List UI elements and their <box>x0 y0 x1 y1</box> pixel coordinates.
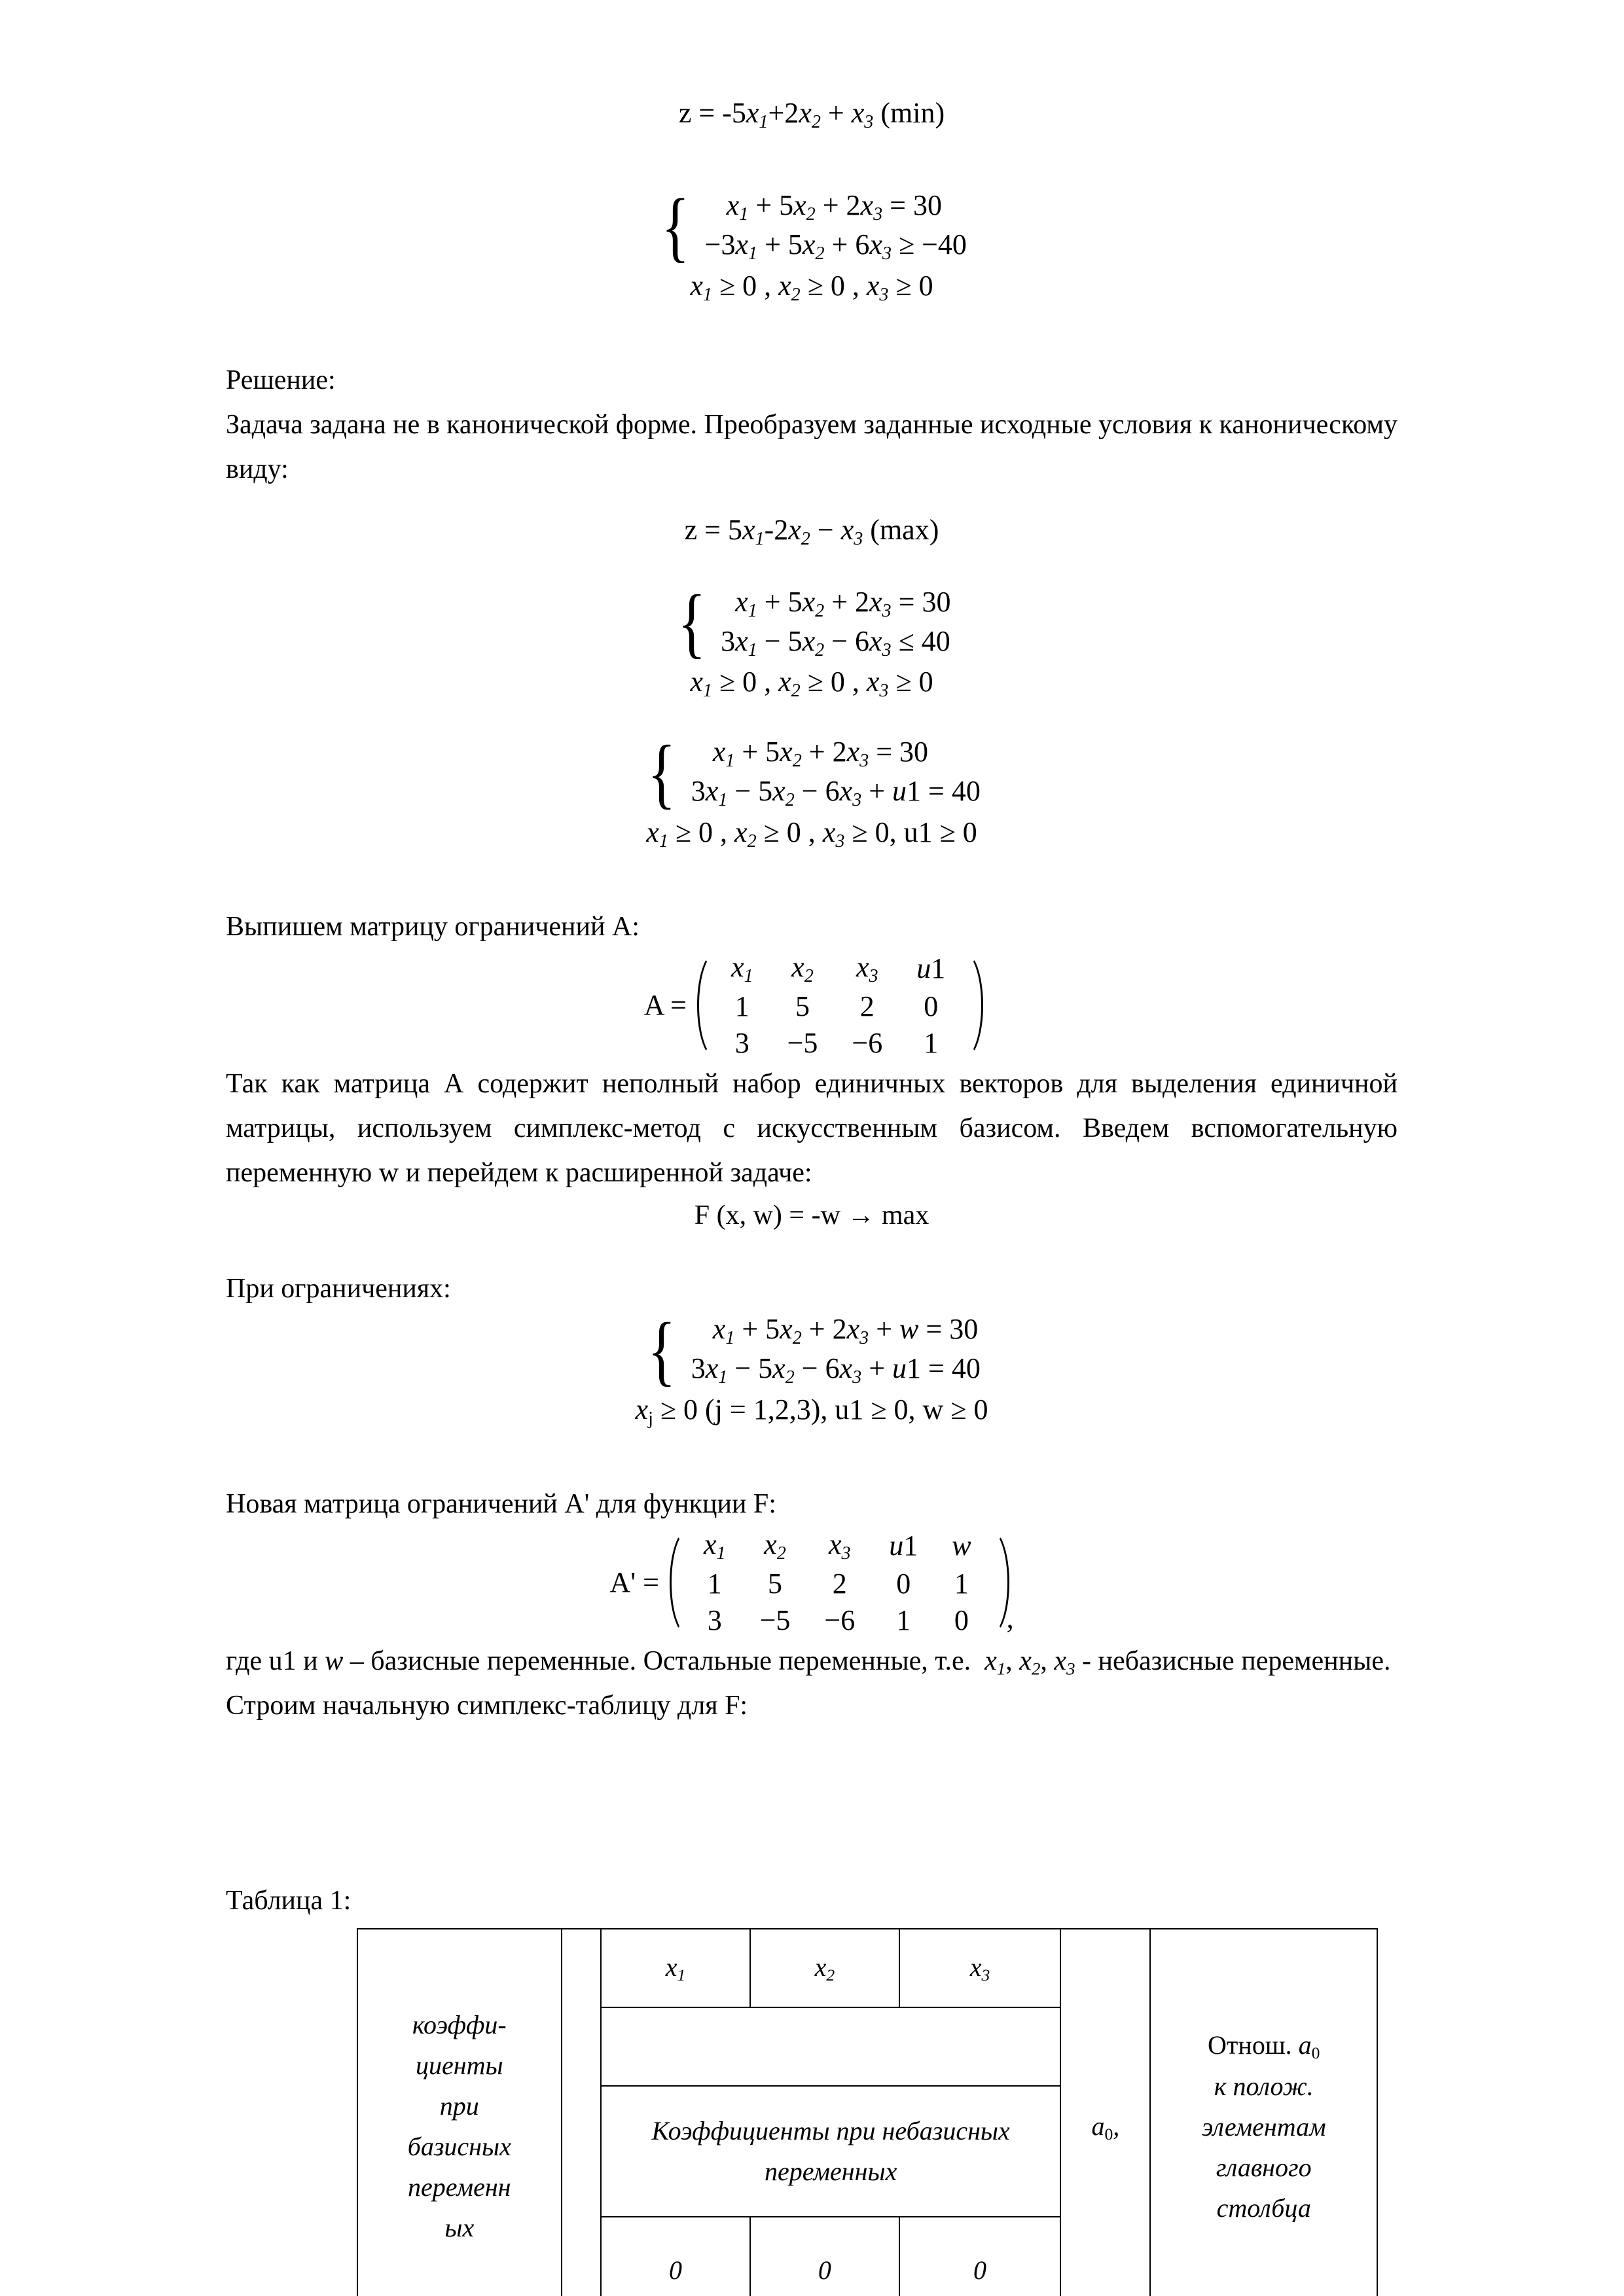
matrix-ap <box>226 1526 1398 1639</box>
cell-header-ratio <box>1150 1929 1377 2296</box>
matrix-ap-cell: 0 <box>954 1604 969 1637</box>
matrix-a-head-x1: $x_1$ <box>731 951 753 987</box>
objective-min-expr: $z = -5x_1+2x_2 + x_3$ (min) <box>678 97 945 132</box>
matrix-a-cell: −5 <box>787 1027 818 1060</box>
left-paren-icon <box>670 1526 687 1639</box>
system-extended-eq2: $3x_1 - 5x_2 - 6x_3 + u1 = 40$ <box>691 1352 981 1388</box>
objective-max <box>226 509 1398 553</box>
col1-line: циенты <box>416 2051 503 2081</box>
matrix-ap-cell: 1 <box>896 1604 911 1637</box>
table-row <box>357 1929 1377 2007</box>
function-f: F (x, w) = -w → max <box>694 1200 929 1230</box>
col1-line: базисных <box>407 2132 511 2162</box>
ratio-line: столбца <box>1216 2193 1311 2223</box>
matrix-a <box>226 949 1398 1062</box>
system-original-eq1: $x_1 + 5x_2 + 2x_3 = 30$ <box>726 189 942 224</box>
solution-heading: Решение: <box>226 365 336 396</box>
system-original <box>226 182 1398 270</box>
objective-min <box>226 92 1398 136</box>
matrix-a-header-row <box>714 949 962 988</box>
matrix-ap-head-w: w <box>952 1530 971 1562</box>
constraints-heading: При ограничениях: <box>226 1273 451 1304</box>
ratio-line: к полож. <box>1214 2071 1314 2101</box>
system-extended-eq1: $x_1 + 5x_2 + 2x_3 + w = 30$ <box>712 1312 979 1348</box>
matrix-a-intro: Выпишем матрицу ограничений А: <box>226 912 640 942</box>
matrix-a-head-u1: u1 <box>916 952 946 985</box>
matrix-ap-cell: −5 <box>759 1604 791 1637</box>
matrix-ap-header-row <box>687 1526 988 1566</box>
col1-line: при <box>439 2091 479 2121</box>
matrix-a-cell: 3 <box>734 1027 749 1060</box>
cell-zero-x3: 0 <box>899 2217 1060 2296</box>
matrix-a-head-x2: $x_2$ <box>791 951 814 987</box>
paragraph-basis: где u1 и w – базисные переменные. Остальные переменные, т.е. $x_1$, $x_2$, $x_3$ - небазисные переменные. Строим начальную симплекс-таблицу для F: <box>226 1645 1398 1721</box>
system-extended <box>226 1306 1398 1393</box>
system-canonical-eq1: $x_1 + 5x_2 + 2x_3 = 30$ <box>735 585 951 621</box>
brace-icon: { <box>661 182 690 270</box>
cell-coefficients-basis-label <box>357 1929 562 2296</box>
ratio-line: главного <box>1216 2152 1312 2182</box>
matrix-ap-grid <box>687 1526 988 1639</box>
col1-line: ых <box>444 2213 475 2243</box>
merged-line: переменных <box>765 2156 897 2186</box>
system-slack-eq1: $x_1 + 5x_2 + 2x_3 = 30$ <box>712 735 929 771</box>
matrix-ap-head-u1: u1 <box>889 1530 918 1562</box>
system-slack-nonneg: $x_1 \ge 0$ , $x_2 \ge 0$ , $x_3 \ge 0$, u1 ≥ 0 <box>646 816 977 852</box>
brace-icon: { <box>647 728 676 816</box>
ratio-line: элементам <box>1201 2111 1326 2142</box>
matrix-a-cell: 2 <box>859 990 875 1023</box>
system-original-nonneg: $x_1 \ge 0$ , $x_2 \ge 0$ , $x_3 \ge 0$ <box>690 269 933 305</box>
cell-basis-spacer <box>562 1929 601 2296</box>
matrix-ap-cell: 0 <box>896 1568 911 1600</box>
matrix-a-grid <box>714 949 962 1062</box>
system-original-eq2: $-3x_1 + 5x_2 + 6x_3 \ge -40$ <box>704 228 967 264</box>
matrix-ap-cell: 1 <box>707 1568 722 1600</box>
brace-icon: { <box>647 1306 676 1393</box>
system-canonical-eq2: $3x_1 - 5x_2 - 6x_3 \le 40$ <box>721 624 950 660</box>
right-paren-icon <box>988 1526 1005 1639</box>
cell-header-spacer <box>601 2007 750 2086</box>
matrix-a-label: A = <box>643 989 687 1022</box>
system-canonical <box>226 579 1398 666</box>
matrix-ap-head-x1: $x_1$ <box>703 1528 726 1564</box>
col1-line: коэффи- <box>412 2010 507 2040</box>
matrix-a-cell: 1 <box>924 1027 939 1060</box>
matrix-ap-row <box>687 1602 988 1639</box>
cell-header-x1: $x_1$ <box>601 1929 750 2007</box>
cell-nonbasic-coefficients-label <box>601 2086 1060 2217</box>
system-extended-nonneg: $x_j \ge 0$ (j = 1,2,3), u1 ≥ 0, w ≥ 0 <box>635 1393 988 1429</box>
system-slack <box>226 728 1398 816</box>
matrix-a-head-x3: $x_3$ <box>856 951 878 987</box>
left-paren-icon <box>697 949 714 1062</box>
merged-line: Коэффициенты при небазисных <box>651 2115 1010 2145</box>
matrix-ap-head-x2: $x_2$ <box>764 1528 786 1564</box>
cell-header-spacer <box>899 2007 1060 2086</box>
matrix-ap-cell: 1 <box>954 1568 969 1600</box>
ratio-line: Отнош. $a_0$ <box>1208 2030 1320 2063</box>
matrix-a-cell: 0 <box>924 990 939 1023</box>
matrix-ap-comma: , <box>1006 1602 1014 1634</box>
matrix-ap-cell: 2 <box>832 1568 847 1600</box>
simplex-table <box>357 1928 1378 2296</box>
cell-header-spacer <box>750 2007 899 2086</box>
matrix-ap-row <box>687 1566 988 1602</box>
matrix-ap-head-x3: $x_3$ <box>829 1528 851 1564</box>
matrix-ap-cell: 3 <box>707 1604 722 1637</box>
matrix-ap-cell: 5 <box>767 1568 782 1600</box>
system-canonical-nonneg: $x_1 \ge 0$ , $x_2 \ge 0$ , $x_3 \ge 0$ <box>690 666 933 702</box>
cell-zero-x1: 0 <box>601 2217 750 2296</box>
cell-header-a0: $a_0$, <box>1060 1929 1150 2296</box>
table-caption: Таблица 1: <box>226 1885 352 1916</box>
matrix-a-row <box>714 988 962 1025</box>
paragraph-artificial: Так как матрица А содержит неполный набор единичных векторов для выделения единичной матрицы, используем симплекс-метод с искусственным базисом. Введем вспомогательную переменную w и перейдем к расширенной задаче: <box>226 1068 1398 1188</box>
cell-zero-x2: 0 <box>750 2217 899 2296</box>
document-body <box>226 92 1398 2296</box>
brace-icon: { <box>677 579 706 666</box>
matrix-ap-intro: Новая матрица ограничений А' для функции F: <box>226 1489 776 1520</box>
matrix-ap-cell: −6 <box>824 1604 856 1637</box>
right-paren-icon <box>962 949 979 1062</box>
matrix-ap-label: A' = <box>609 1566 659 1599</box>
matrix-a-row <box>714 1025 962 1062</box>
col1-line: переменн <box>408 2172 511 2202</box>
cell-header-x2: $x_2$ <box>750 1929 899 2007</box>
cell-header-x3: $x_3$ <box>899 1929 1060 2007</box>
matrix-a-cell: 5 <box>795 990 810 1023</box>
system-slack-eq2: $3x_1 - 5x_2 - 6x_3 + u1 = 40$ <box>691 774 981 810</box>
objective-max-expr: $z = 5x_1-2x_2 - x_3$ (max) <box>684 514 939 550</box>
matrix-a-cell: −6 <box>852 1027 883 1060</box>
matrix-a-cell: 1 <box>734 990 749 1023</box>
paragraph-canonical: Задача задана не в канонической форме. Преобразуем заданные исходные условия к каноническому виду: <box>226 410 1398 485</box>
